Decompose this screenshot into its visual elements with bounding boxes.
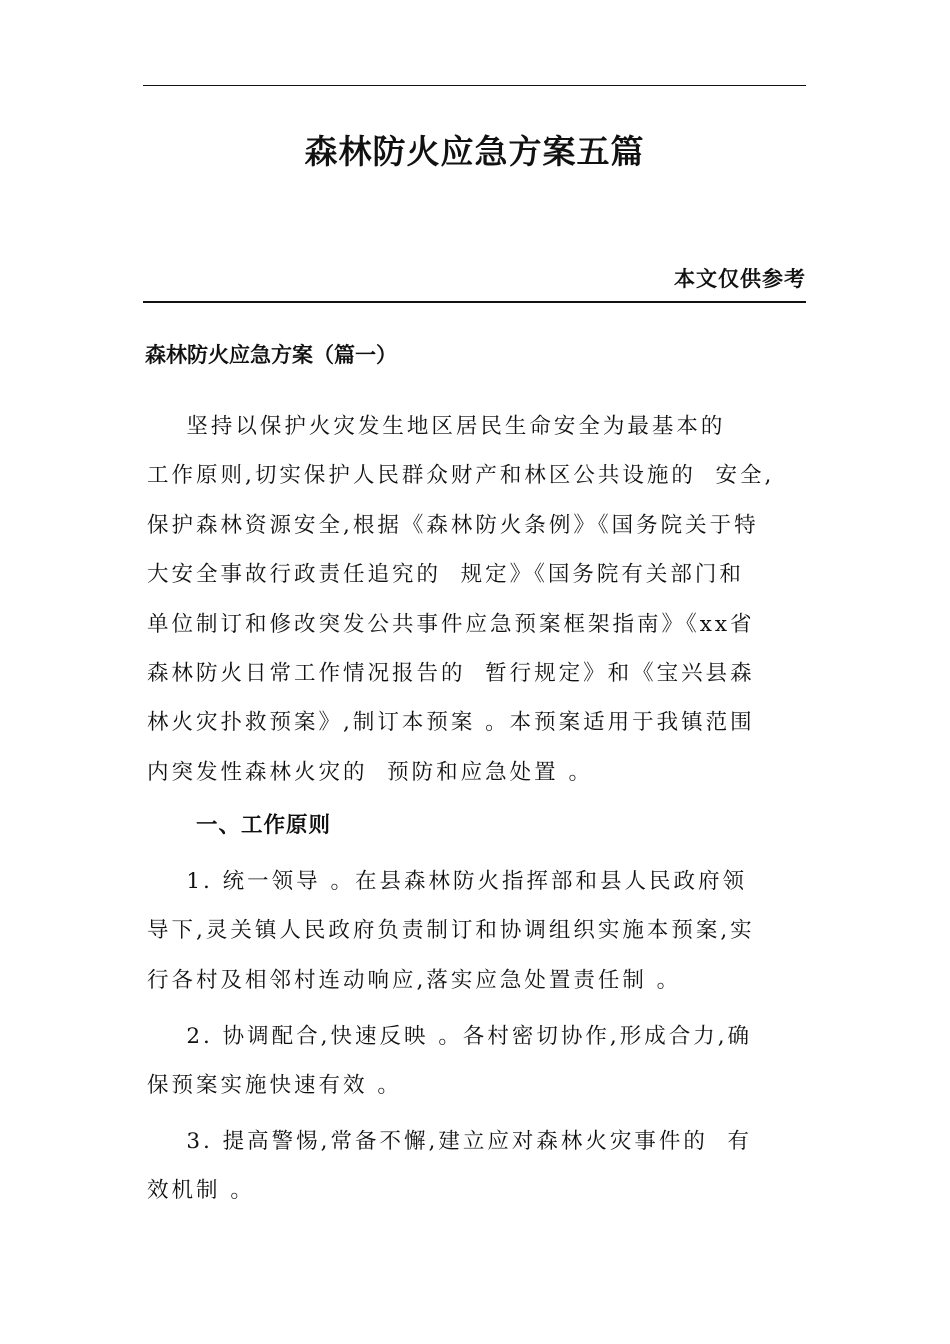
paragraph-line: 大安全事故行政责任追究的 规定》《国务院有关部门和 [147,562,744,588]
section-title: 森林防火应急方案（篇一） [145,343,397,367]
paragraph-line: 效机制 。 [147,1178,255,1204]
paragraph-line: 行各村及相邻村连动响应,落实应急处置责任制 。 [147,967,682,993]
paragraph-line: 保护森林资源安全,根据《森林防火条例》《国务院关于特 [147,512,759,538]
paragraph-line: 1. 统一领导 。在县森林防火指挥部和县人民政府领 [147,869,748,894]
paragraph-line: 森林防火日常工作情况报告的 暂行规定》和《宝兴县森 [147,660,755,686]
principle-2-paragraph [147,1012,807,1111]
paragraph-line: 保预案实施快速有效 。 [147,1073,402,1099]
principle-1-paragraph [147,857,807,1005]
paragraph-line: 导下,灵关镇人民政府负责制订和协调组织实施本预案,实 [147,918,755,944]
paragraph-line: 3. 提高警惕,常备不懈,建立应对森林火灾事件的 有 [147,1129,753,1154]
reference-note: 本文仅供参考 [674,267,806,291]
paragraph-line: 2. 协调配合,快速反映 。各村密切协作,形成合力,确 [147,1024,753,1049]
document-title: 森林防火应急方案五篇 [304,132,645,171]
top-divider [143,85,806,86]
intro-paragraph [147,402,807,797]
paragraph-line: 单位制订和修改突发公共事件应急预案框架指南》《xx省 [147,611,755,637]
paragraph-line: 坚持以保护火灾发生地区居民生命安全为最基本的 [147,414,726,439]
heading-work-principles: 一、工作原则 [196,813,332,838]
paragraph-line: 工作原则,切实保护人民群众财产和林区公共设施的 安全, [147,463,775,489]
principle-3-paragraph [147,1117,807,1216]
paragraph-line: 内突发性森林火灾的 预防和应急处置 。 [147,759,594,785]
header-divider [143,301,806,303]
paragraph-line: 林火灾扑救预案》,制订本预案 。本预案适用于我镇范围 [147,710,755,736]
